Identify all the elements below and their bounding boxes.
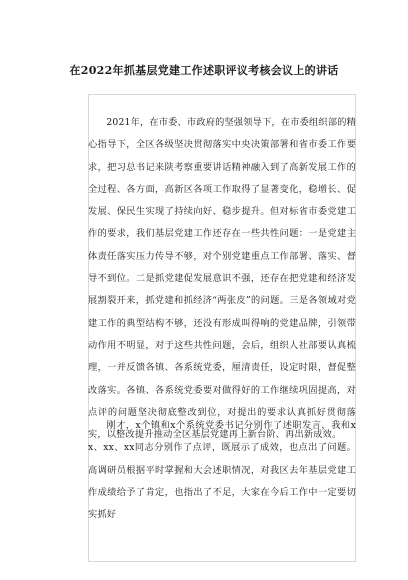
document-title: 在2022年抓基层党建工作述职评议考核会议上的讲话 <box>69 64 339 77</box>
paragraph-1: 2021年，在市委、市政府的坚强领导下，在市委组织部的精心指导下，全区各级坚决贯彻落实中央决策部署和省市委工作要求，把习总书记来陕考察重要讲话精神融入到了高新发展工作的全过程、各方面，高新区各项工作取得了显著变化，稳增长、促发展、保民生实现了持续向好、稳步提升。但对标省市委党建工作的要求，我们基层党建工作还存在一些共性问题：一是党建主体责任落实压力传导不够，对个别党建重点工作部署、落实、督导不到位。二是抓党建促发展意识不强，还存在把党建和经济发展割裂开来，抓党建和抓经济“两张皮”的问题。三是各领域对党建工作的典型结构不够，还没有形成叫得响的党建品牌，引领带动作用不明显，对于这些共性问题，会后，组织人社部要认真梳理，一并反馈各镇、各系统党委，厘清责任，设定时限，督促整改落实。各镇、各系统党委要对做得好的工作继续巩固提高，对点评的问题坚决彻底整改到位，对提出的要求认真抓好贯彻落实，以整改提升推动全区基层党建再上新台阶、再出新成效。 <box>88 117 356 441</box>
paragraph-2: 刚才，x个镇和x个系统党委书记分别作了述职发言，我和xx、xx、xx同志分别作了点评，既展示了成效，也点出了问题。高调研员根据平时掌握和大会述职情况，对我区去年基层党建工作成绩给予了肯定，也指出了不足，大家在今后工作中一定要切实抓好 <box>88 420 356 521</box>
